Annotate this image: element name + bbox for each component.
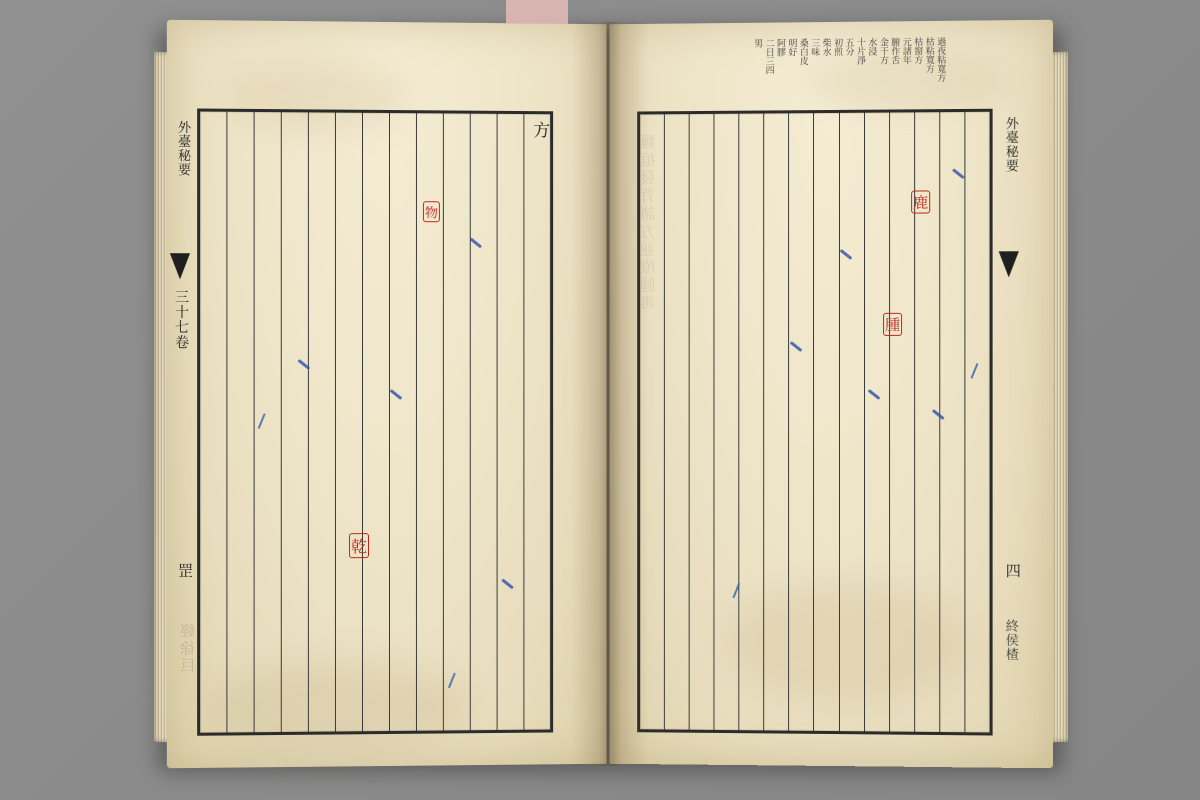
text-column-R8 xyxy=(788,113,813,731)
right-text-frame xyxy=(637,109,992,736)
head-note: 柴水 xyxy=(820,37,831,57)
head-note: 枯窗方 xyxy=(912,37,923,65)
head-note: 桑白皮 xyxy=(797,38,808,66)
head-note: 十片淨 xyxy=(854,37,865,65)
ghost-showthrough: 癰疽發背諸方並療腫毒 xyxy=(639,133,658,313)
head-note: 腑作舌 xyxy=(889,37,900,65)
text-column-R2 xyxy=(939,112,964,732)
text-column-L12 xyxy=(226,112,253,733)
text-column-R12 xyxy=(689,114,714,730)
text-column-R6 xyxy=(839,113,864,732)
head-note: 明好 xyxy=(786,38,797,57)
left-text-frame xyxy=(197,109,553,736)
head-margin-notes xyxy=(645,37,944,88)
text-column-R13 xyxy=(664,114,689,730)
head-note: 二日三四 xyxy=(763,38,774,75)
text-column-L8 xyxy=(335,113,362,732)
corner-seal-text: 終侯楂 xyxy=(1002,619,1018,662)
red-annotation-mark: 物 xyxy=(423,201,440,222)
head-note: 三味 xyxy=(809,38,820,57)
text-column-L4 xyxy=(443,113,470,730)
head-note: 阿膠 xyxy=(774,38,785,57)
head-note: 元諸年 xyxy=(900,37,911,65)
text-column-L7 xyxy=(362,113,389,731)
right-page xyxy=(610,20,1054,769)
head-note: 初煎 xyxy=(832,37,843,56)
ghost-showthrough: 經徐巨 xyxy=(178,623,198,675)
text-column-L9 xyxy=(308,112,335,731)
black-ear-mark xyxy=(999,251,1019,277)
text-column-R4 xyxy=(889,112,914,731)
left-volume-label: 三十七卷 xyxy=(172,289,190,350)
text-column-L11 xyxy=(254,112,281,732)
text-column-R10 xyxy=(739,114,764,731)
head-note: 金干方 xyxy=(877,37,888,65)
text-column-L1: 方 xyxy=(523,114,550,730)
pink-sticker xyxy=(506,0,568,24)
paper-stain xyxy=(808,50,1009,112)
text-column-L2 xyxy=(497,114,524,730)
text-column-R5 xyxy=(864,113,889,732)
black-ear-mark xyxy=(170,253,190,279)
head-note: 五分 xyxy=(843,37,854,56)
head-note: 過夜粘寬方 xyxy=(935,36,946,83)
text-column-R7 xyxy=(813,113,838,731)
text-column-R9 xyxy=(763,113,788,730)
head-note: 水浸 xyxy=(866,37,877,56)
text-column-R14 xyxy=(640,114,664,729)
text-column-L10 xyxy=(281,112,308,732)
text-column-L3 xyxy=(470,114,497,731)
left-columns xyxy=(200,112,550,733)
text-column-R11 xyxy=(714,114,739,730)
red-annotation-mark: 乾 xyxy=(349,533,369,558)
red-annotation-mark: 腫 xyxy=(883,313,902,336)
right-page-number: 四 xyxy=(1003,562,1022,579)
left-spine-title: 外臺秘要 xyxy=(174,120,191,177)
red-annotation-mark: 鹿 xyxy=(911,190,930,213)
right-columns xyxy=(640,112,989,733)
book xyxy=(168,22,1052,766)
text-column-L13 xyxy=(200,112,226,733)
right-spine-title: 外臺秘要 xyxy=(1002,116,1018,173)
left-page xyxy=(167,20,607,769)
text-column-R1 xyxy=(964,112,989,733)
head-note: 男 xyxy=(752,38,763,48)
left-page-number: 罡 xyxy=(175,562,195,580)
head-note: 枯粘寬方 xyxy=(923,36,934,74)
text-column-L6 xyxy=(389,113,416,731)
